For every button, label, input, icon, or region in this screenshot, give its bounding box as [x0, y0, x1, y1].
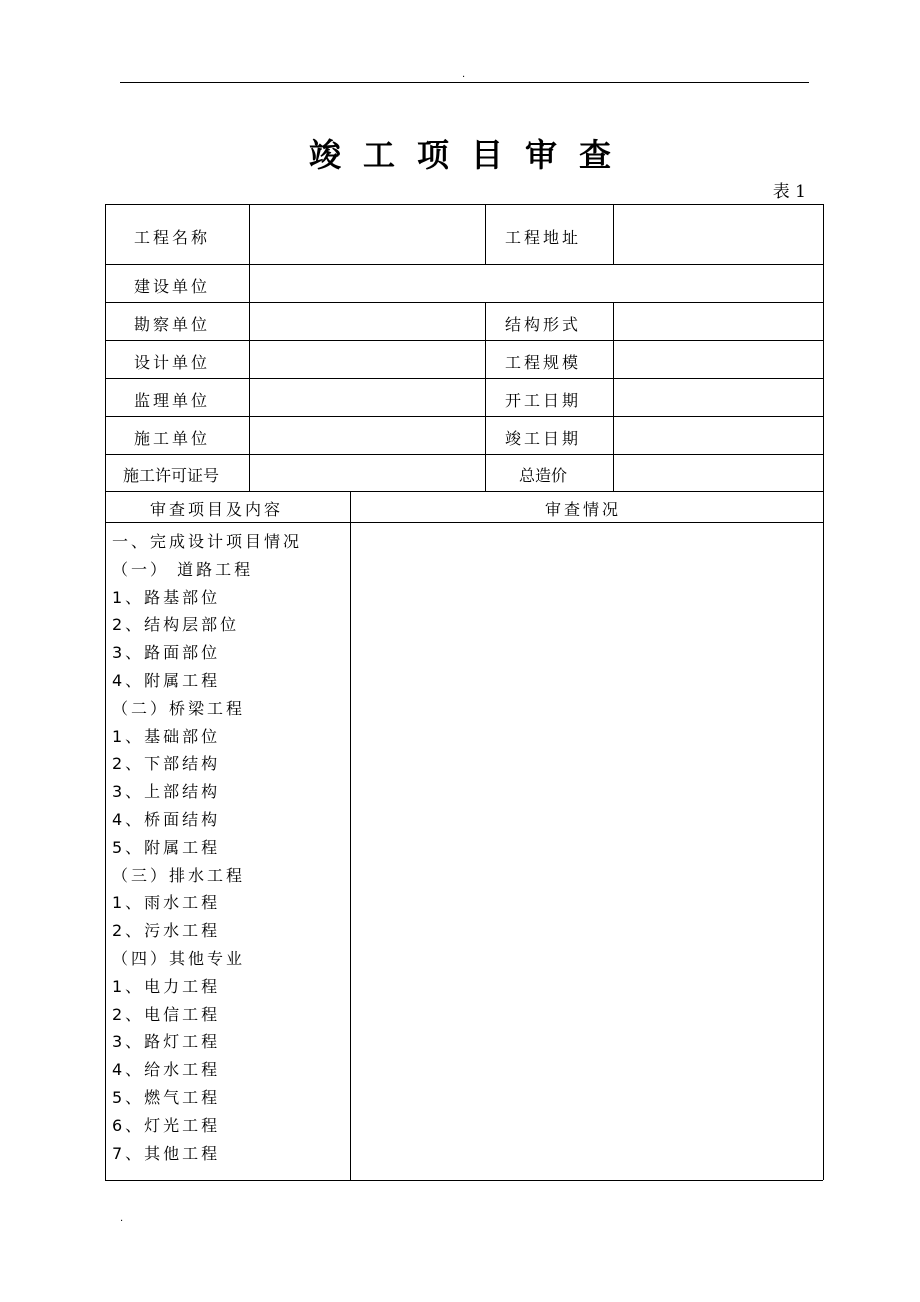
review-item: 3、上部结构 [112, 782, 221, 802]
review-status-header: 审查情况 [545, 500, 622, 519]
review-item: 5、燃气工程 [112, 1087, 221, 1107]
table-border-top [105, 204, 823, 205]
review-item: 1、电力工程 [112, 976, 221, 996]
row-divider [105, 491, 823, 492]
review-item: 5、附属工程 [112, 837, 221, 857]
review-item: （一） 道路工程 [112, 559, 254, 579]
row-divider [105, 378, 823, 379]
review-item: 6、灯光工程 [112, 1115, 221, 1135]
label-developer: 建设单位 [134, 277, 211, 296]
review-item: 2、下部结构 [112, 754, 221, 774]
review-item: 1、路基部位 [112, 587, 221, 607]
review-status-area [351, 523, 823, 1180]
review-item: （二）桥梁工程 [112, 698, 246, 718]
review-item: 2、电信工程 [112, 1004, 221, 1024]
footer-mark: . [120, 1213, 124, 1224]
label-project-name: 工程名称 [134, 228, 211, 247]
label-design-unit: 设计单位 [134, 353, 211, 372]
row-divider [105, 264, 823, 265]
label-supervision-unit: 监理单位 [134, 391, 211, 410]
row-divider [105, 302, 823, 303]
review-items-list [112, 528, 302, 1167]
col-divider [485, 302, 486, 491]
table-border-right [823, 204, 824, 1180]
table-border-bottom [105, 1180, 823, 1181]
label-structure-type: 结构形式 [505, 315, 582, 334]
label-total-cost: 总造价 [519, 466, 568, 485]
label-start-date: 开工日期 [505, 391, 582, 410]
review-item: 2、结构层部位 [112, 615, 240, 635]
review-item: （三）排水工程 [112, 865, 246, 885]
review-item: 4、附属工程 [112, 670, 221, 690]
review-item: 1、雨水工程 [112, 893, 221, 913]
label-survey-unit: 勘察单位 [134, 315, 211, 334]
table-number: 表 1 [772, 182, 806, 202]
row-divider [105, 454, 823, 455]
label-permit-number: 施工许可证号 [123, 466, 220, 485]
label-project-address: 工程地址 [505, 228, 582, 247]
table-border-left [105, 204, 106, 1180]
header-mark: . [462, 69, 466, 80]
review-item: 4、给水工程 [112, 1060, 221, 1080]
row-divider [105, 416, 823, 417]
review-item: 2、污水工程 [112, 921, 221, 941]
row-divider [105, 340, 823, 341]
review-items-header: 审查项目及内容 [150, 500, 284, 519]
col-divider [249, 204, 250, 491]
label-construction-unit: 施工单位 [134, 429, 211, 448]
review-item: 3、路面部位 [112, 643, 221, 663]
review-item: 7、其他工程 [112, 1143, 221, 1163]
review-item: 1、基础部位 [112, 726, 221, 746]
review-item: 4、桥面结构 [112, 809, 221, 829]
label-project-scale: 工程规模 [505, 353, 582, 372]
col-divider [485, 204, 486, 264]
review-item: 3、路灯工程 [112, 1032, 221, 1052]
review-item: （四）其他专业 [112, 948, 246, 968]
label-completion-date: 竣工日期 [505, 429, 582, 448]
review-item: 一、完成设计项目情况 [112, 532, 303, 551]
page-title: 竣工项目审查 [308, 136, 633, 174]
col-divider [613, 204, 614, 264]
col-divider [613, 302, 614, 491]
